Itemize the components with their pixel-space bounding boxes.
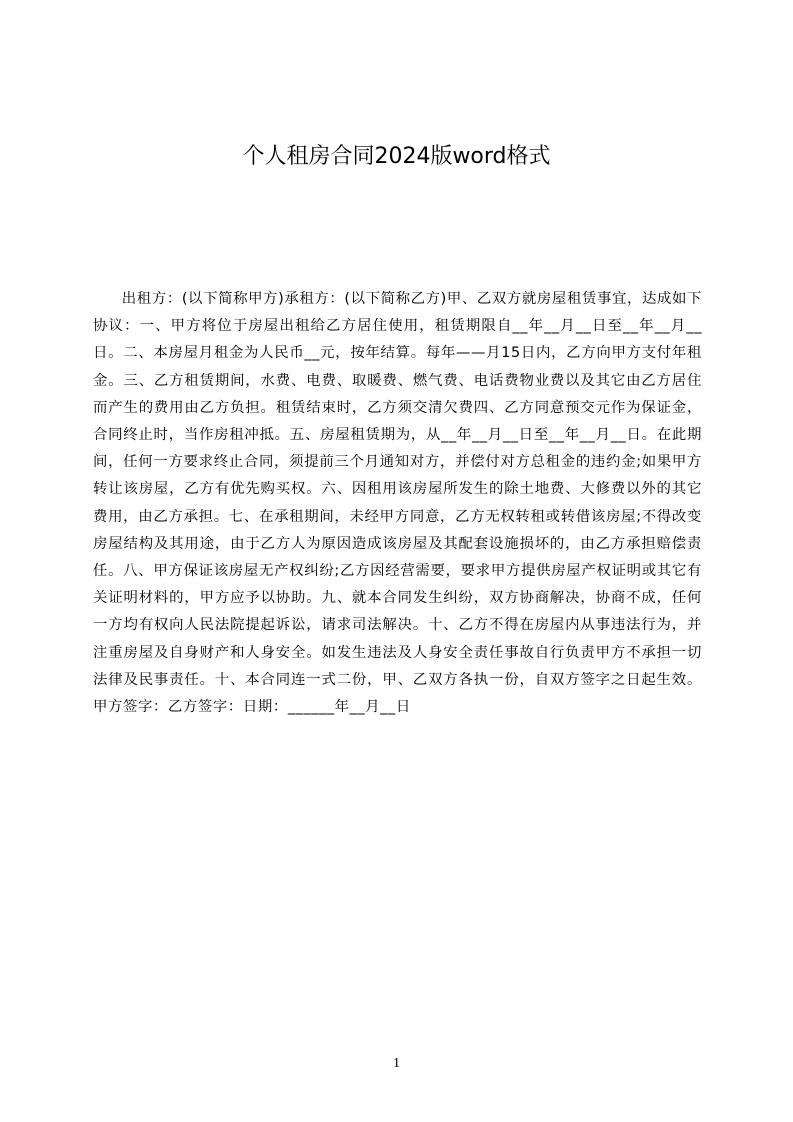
contract-body-paragraph: 出租方：(以下简称甲方)承租方：(以下简称乙方)甲、乙双方就房屋租赁事宜，达成如下协议：一、甲方将位于房屋出租给乙方居住使用，租赁期限自__年__月__日至__年__月__日。二、本房屋月租金为人民币__元，按年结算。每年——月15日内，乙方向甲方支付年租金。三、乙方租赁期间，水费、电费、取暖费、燃气费、电话费物业费以及其它由乙方居住而产生的费用由乙方负担。租赁结束时，乙方须交清欠费四、乙方同意预交元作为保证金，合同终止时，当作房租冲抵。五、房屋租赁期为，从__年__月__日至__年__月__日。在此期间，任何一方要求终止合同，须提前三个月通知对方，并偿付对方总租金的违约金;如果甲方转让该房屋，乙方有优先购买权。六、因租用该房屋所发生的除土地费、大修费以外的其它费用，由乙方承担。七、在承租期间，未经甲方同意，乙方无权转租或转借该房屋;不得改变房屋结构及其用途，由于乙方人为原因造成该房屋及其配套设施损坏的，由乙方承担赔偿责任。八、甲方保证该房屋无产权纠纷;乙方因经营需要，要求甲方提供房屋产权证明或其它有关证明材料的，甲方应予以协助。九、就本合同发生纠纷，双方协商解决，协商不成，任何一方均有权向人民法院提起诉讼，请求司法解决。十、乙方不得在房屋内从事违法行为，并注重房屋及自身财产和人身安全。如发生违法及人身安全责任事故自行负责甲方不承担一切法律及民事责任。十、本合同连一式二份，甲、乙双方各执一份，自双方签字之日起生效。甲方签字：乙方签字：日期：______年__月__日	[93, 291, 702, 716]
page-number: 1	[393, 1056, 400, 1071]
document-title: 个人租房合同2024版word格式	[242, 144, 551, 169]
